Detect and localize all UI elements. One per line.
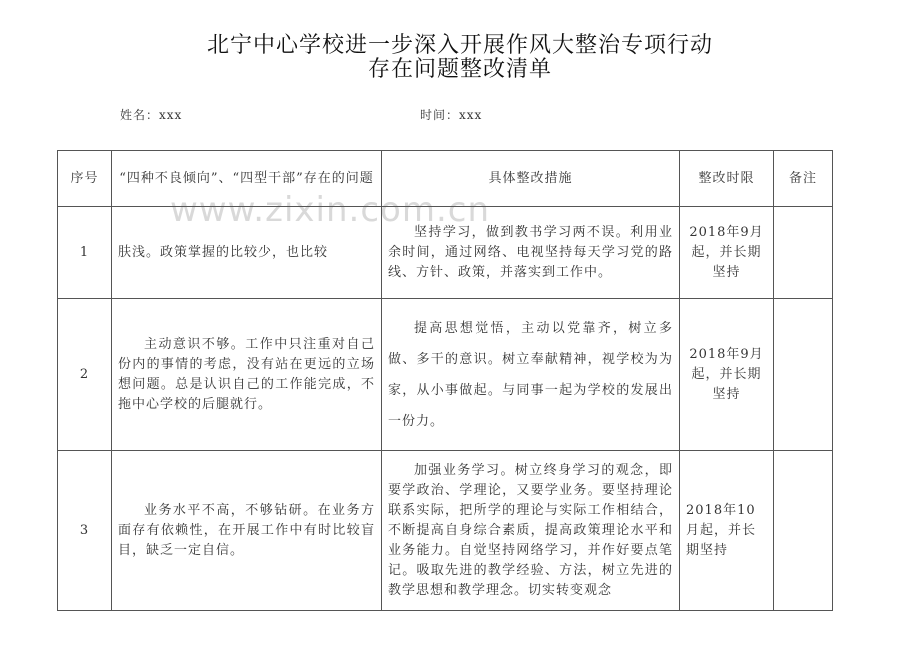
remark-cell [774, 207, 833, 299]
remark-cell [774, 451, 833, 611]
row-number: 2 [58, 299, 112, 451]
issue-text: 主动意识不够。工作中只注重对自己份内的事情的考虑，没有站在更远的立场想问题。总是认识自己的工作能完成，不拖中心学校的后腿就行。 [118, 336, 375, 412]
header-deadline: 整改时限 [680, 151, 774, 207]
table-row [58, 299, 833, 451]
deadline-cell: 2018年9月起，并长期坚持 [680, 299, 774, 451]
time-label: 时间：xxx [420, 108, 483, 122]
row-number: 1 [58, 207, 112, 299]
header-remark: 备注 [774, 151, 833, 207]
header-measure: 具体整改措施 [382, 151, 680, 207]
deadline-cell: 2018年10月起，并长期坚持 [680, 451, 774, 611]
remark-cell [774, 299, 833, 451]
measure-cell [382, 207, 680, 299]
issue-cell: 肤浅。政策掌握的比较少，也比较 [112, 207, 382, 299]
rectification-table [57, 150, 833, 611]
measure-text: 加强业务学习。树立终身学习的观念，即要学政治、学理论，又要学业务。要坚持理论联系实际，把所学的理论与实际工作相结合，不断提高自身综合素质，提高政策理论水平和业务能力。自觉坚持网络学习，并作好要点笔记。吸取先进的教学经验、方法，树立先进的教学思想和教学理念。切实转变观念 [388, 462, 673, 598]
issue-cell [112, 299, 382, 451]
deadline-cell: 2018年9月起，并长期坚持 [680, 207, 774, 299]
document-title-line1: 北宁中心学校进一步深入开展作风大整治专项行动 [206, 33, 713, 58]
measure-text: 坚持学习，做到教书学习两不误。利用业余时间，通过网络、电视坚持每天学习党的路线、方针、政策，并落实到工作中。 [388, 224, 673, 280]
table-row [58, 207, 833, 299]
measure-text: 提高思想觉悟，主动以党靠齐，树立多做、多干的意识。树立奉献精神，视学校为为家，从小事做起。与同事一起为学校的发展出一份力。 [388, 320, 673, 429]
issue-cell [112, 451, 382, 611]
name-label: 姓名：xxx [120, 108, 183, 122]
measure-cell [382, 451, 680, 611]
header-seq: 序号 [58, 151, 112, 207]
table-row [58, 451, 833, 611]
row-number: 3 [58, 451, 112, 611]
issue-text: 业务水平不高，不够钻研。在业务方面存有依赖性，在开展工作中有时比较盲目，缺乏一定自信。 [118, 502, 375, 558]
watermark: www.zixin.com.cn [170, 190, 490, 230]
document-title-line2: 存在问题整改清单 [367, 57, 552, 82]
table-header-row [58, 151, 833, 207]
header-issue: “四种不良倾向”、“四型干部”存在的问题 [112, 151, 382, 207]
measure-cell [382, 299, 680, 451]
